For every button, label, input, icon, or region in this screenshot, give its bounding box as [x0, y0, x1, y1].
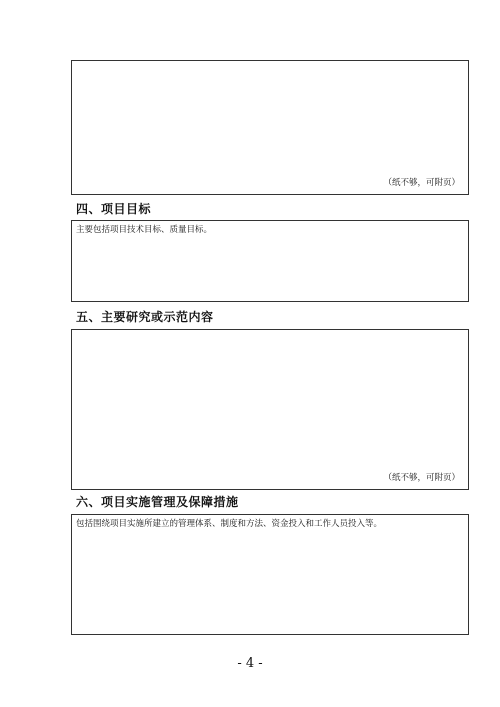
section-4-guide-text: 主要包括项目技术目标、质量目标。 — [76, 225, 213, 235]
section-6-guide-text: 包括围绕项目实施所建立的管理体系、制度和方法、资金投入和工作人员投入等。 — [76, 519, 383, 529]
attach-note: （纸不够，可附页） — [383, 473, 460, 483]
section-3-content-box[interactable] — [71, 60, 469, 195]
section-4-content-box[interactable] — [71, 220, 469, 302]
page-number: - 4 - — [237, 656, 263, 671]
section-4-heading: 四、项目目标 — [76, 202, 152, 216]
section-5-heading: 五、主要研究或示范内容 — [76, 310, 214, 324]
section-5-content-box[interactable] — [71, 329, 469, 490]
section-6-content-box[interactable] — [71, 514, 469, 635]
attach-note: （纸不够，可附页） — [383, 178, 460, 188]
section-6-heading: 六、项目实施管理及保障措施 — [76, 495, 239, 509]
